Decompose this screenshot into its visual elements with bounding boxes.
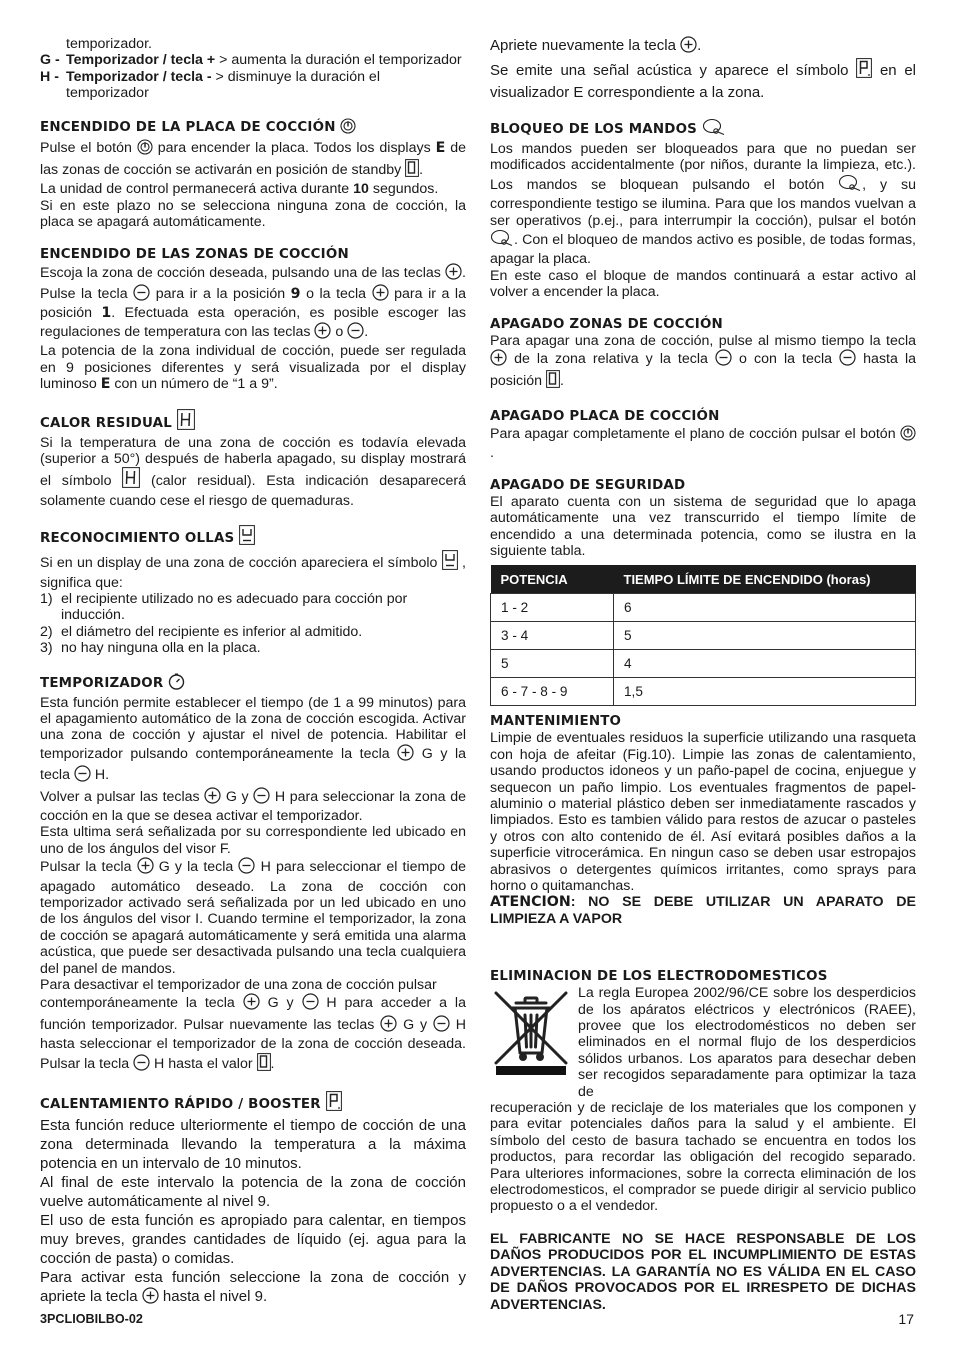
encendido-placa-p2: La unidad de control permanecerá activa durante 10 segundos. (40, 181, 439, 198)
minus-key-icon (302, 993, 319, 1014)
minus-key-icon (74, 765, 91, 786)
plus-key-icon (372, 284, 389, 305)
display-zero-icon (257, 1053, 271, 1075)
power-icon (137, 139, 153, 159)
display-p-icon (856, 58, 872, 83)
plus-key-icon (137, 857, 154, 878)
page-number: 17 (898, 1311, 914, 1327)
power-icon (900, 425, 916, 445)
plus-key-icon (680, 36, 697, 58)
table-header-row (491, 565, 916, 594)
encendido-placa-p3: Si en este plazo no se selecciona ninguna zona de cocción, la placa se apagará automáticamente. (40, 197, 466, 231)
apagado-zonas-p1: Para apagar una zona de cocción, pulse al mismo tiempo la tecla de la zona relativa y la tecla o con la tecla hasta la posición . (490, 333, 916, 393)
minus-key-icon (133, 1054, 150, 1075)
minus-key-icon (839, 349, 856, 370)
bloqueo-p1: Los mandos pueden ser bloqueados para que no puedan ser modificados accidentalmente (por niños, durante la limpieza, etc.). Los mandos se bloquean pulsando el botón , y su correspondiente testigo se ilumina. Para que los mandos vuelvan a ser operativos (p.ej., para interrumpir la cocción), pulsar el botón . Con el bloqueo de mandos activo es posible, de todas formas, apagar la placa. (490, 141, 916, 268)
section-title-apagado-zonas: APAGADO ZONAS DE COCCIÓN (490, 316, 723, 332)
bloqueo-p2: En este caso el bloque de mandos continuará a estar activo al volver a encender la placa. (490, 267, 916, 301)
table-row: 1 - 2 6 (491, 594, 916, 622)
key-lock-icon (702, 118, 726, 141)
minus-key-icon (238, 857, 255, 878)
key-g-label: G - (40, 52, 60, 69)
key-lock-icon (838, 174, 862, 196)
crossed-bin-icon (490, 989, 572, 1075)
key-h-title: Temporizador / tecla - (66, 68, 212, 85)
minus-key-icon (433, 1015, 450, 1036)
encendido-zonas-p2: La potencia de la zona individual de cocción, puede ser regulada en 9 posiciones diferentes y será visualizada por el display luminoso E con un número de “1 a 9”. (40, 343, 466, 393)
temporizador-p2: Volver a pulsar las teclas G y H para seleccionar la zona de cocción en la que se desea activar el temporizador. (40, 788, 466, 824)
plus-key-icon (243, 993, 260, 1014)
temporizador-p1: Esta función permite establecer el tiempo (de 1 a 99 minutos) para el apagamiento automático de la zona de cocción escogida. Activar una zona de cocción y ajustar el nivel de potencia. Habilitar el temporizador pulsando contemporáneamente la tecla G y la tecla H. (40, 695, 466, 787)
booster-p2: Al final de este intervalo la potencia de la zona de cocción vuelve automáticamente al nivel 9. (40, 1174, 466, 1211)
booster-cont-p1: Apriete nuevamente la tecla . (490, 36, 916, 58)
key-h-item (40, 69, 466, 102)
section-title-encendido-zonas: ENCENDIDO DE LAS ZONAS DE COCCIÓN (40, 246, 349, 262)
section-title-mantenimiento: MANTENIMIENTO (490, 714, 622, 730)
section-title-bloqueo: BLOQUEO DE LOS MANDOS (490, 118, 916, 141)
plus-key-icon (142, 1287, 159, 1309)
display-zero-icon (546, 370, 560, 392)
key-g-title: Temporizador / tecla + (66, 52, 216, 69)
power-icon (340, 118, 356, 139)
doc-code: 3PCLIOBILBO-02 (40, 1312, 143, 1326)
apagado-placa-p1: Para apagar completamente el plano de cocción pulsar el botón . (490, 425, 916, 462)
temporizador-p6: contemporáneamente la tecla G y H para acceder a la función temporizador. Pulsar nuevamente las teclas G y H hasta seleccionar el temporizador de la zona de cocción deseada. Pulsar la tecla H hasta el valor . (40, 993, 466, 1075)
minus-key-icon (253, 787, 270, 808)
list-item: 2) el diámetro del recipiente es inferior al admitido. (40, 623, 363, 640)
section-title-reconocimiento-ollas: RECONOCIMIENTO OLLAS (40, 525, 466, 550)
calor-residual-p1: Si la temperatura de una zona de cocción es todavía elevada (superior a 50°) después de haberla apagado, su display mostrará el símbolo (calor residual). Esta indicación desaparecerá solamente cuando cese el riesgo de quemaduras. (40, 434, 466, 509)
minus-key-icon (133, 284, 150, 305)
section-title-encendido-placa: ENCENDIDO DE LA PLACA DE COCCIÓN (40, 118, 466, 139)
table-header-tiempo: TIEMPO LÍMITE DE ENCENDIDO (horas) (614, 565, 916, 594)
plus-key-icon (380, 1015, 397, 1036)
timer-icon (168, 673, 185, 695)
temporizador-p4: Pulsar la tecla G y la tecla H para seleccionar el tiempo de apagado automático deseado. La zona de cocción con temporizador activado será señalizada por un led ubicado en uno de los ángulos del visor I. Cuando termine el temporizador, la zona de cocción se apagará automáticamente y será emitida una alarma acústica, que puede ser desactivada pulsando una tecla cualquiera del panel de mandos. (40, 859, 467, 977)
disclaimer: EL FABRICANTE NO SE HACE RESPONSABLE DE LOS DAÑOS PRODUCIDOS POR EL INCUMPLIMIENTO DE ESTAS ADVERTENCIAS. LA GARANTÍA NO ES VÁLIDA EN EL CASO DE DAÑOS PROVOCADOS POR EL IRRESPETO DE DICHAS ADVERTENCIAS. (490, 1230, 916, 1313)
minus-key-icon (715, 349, 732, 370)
display-u-icon (442, 550, 458, 574)
section-title-booster: CALENTAMIENTO RÁPIDO / BOOSTER (40, 1091, 466, 1116)
section-title-temporizador: TEMPORIZADOR (40, 673, 466, 695)
right-column (490, 36, 916, 1313)
eliminacion-p1: La regla Europea 2002/96/CE sobre los desperdicios de los apáratos eléctricos y electrónicos (RAEE), provee que los electrodomésticos no deben ser eliminados en el normal flujo de los desperdicios sólidos urbanos. Los aparatos para desechar deben ser recogidos separadamente para optimizar la taza de (578, 985, 916, 1100)
section-title-eliminacion: ELIMINACION DE LOS ELECTRODOMESTICOS (490, 969, 828, 985)
table-row: 3 - 4 5 (491, 622, 916, 650)
seguridad-p1: El aparato cuenta con un sistema de seguridad que lo apaga automáticamente una vez transcurrido el tiempo límite de encendido a una determinada potencia, como se ilustra en la siguiente tabla. (490, 493, 916, 559)
list-item: 1) el recipiente utilizado no es adecuado para cocción por inducción. (40, 590, 408, 624)
plus-key-icon (490, 349, 507, 370)
safety-time-table (490, 565, 916, 706)
section-title-apagado-placa: APAGADO PLACA DE COCCIÓN (490, 408, 720, 424)
left-column (40, 36, 466, 1309)
display-u-icon (239, 525, 255, 550)
key-g-text: > aumenta la duración el temporizador (215, 52, 462, 69)
booster-p4: Para activar esta función seleccione la zona de cocción y apriete la tecla hasta el nivel 9. (40, 1268, 466, 1309)
eliminacion-p2: recuperación y de reciclaje de los materiales que los componen y para evitar potenciales daños para la salud y el ambiente. El símbolo del cesto de basura tachado se encuentra en todos los productos, para recordar las obligación del recogido separado. Para ulteriores informaciones, sobre la correcta eliminación de los electrodomesticos, el comprador se puede dirigir al servicio publico propuesto o a el vendedor. (490, 1100, 916, 1215)
key-g-item (40, 52, 466, 68)
plus-key-icon (445, 263, 462, 284)
table-header-potencia: POTENCIA (491, 565, 614, 594)
display-p-icon (326, 1091, 342, 1116)
display-h-icon (122, 467, 140, 492)
key-h-text: > disminuye la duración el temporizador (66, 68, 380, 102)
plus-key-icon (314, 322, 331, 343)
key-h-label: H - (40, 68, 59, 85)
timer-note: temporizador. (66, 36, 152, 52)
mantenimiento-p1: Limpie de eventuales residuos la superficie utilizando una rasqueta con hoja de afeitar (Fig.10). Limpie las zonas de calentamiento, usando productos idoneos y un paño-papel de cocina, enjuegue y sequecon un paño limpio. Los eventuales fragmentos de papel-aluminio o material plástico deben ser inmediatamente rascados y limpiados. Esto es tambien válido para restos de azucar o pasteles y otros con alto contenido de él. Así evitará posibles daños a la superficie vitrocerámica. En ningun caso se deben usar estropajos abrasivos o detergentes químicos irritantes, como sprays para horno o quitamanchas. (490, 730, 916, 894)
display-h-icon (177, 409, 195, 435)
display-e-letter: E (435, 139, 446, 156)
encendido-zonas-p1: Escoja la zona de cocción deseada, pulsando una de las teclas . Pulse la tecla para ir a la posición 9 o la tecla para ir a la posición 1. Efectuada esta operación, es posible escoger las regulaciones de temperatura con las teclas o . (40, 263, 466, 344)
weee-block (490, 985, 916, 1100)
plus-key-icon (204, 787, 221, 808)
ollas-p1: Si en un display de una zona de cocción apareciera el símbolo , significa que: (40, 550, 466, 591)
booster-p1: Esta función reduce ulteriormente el tiempo de cocción de una zona determinada llevando la temperatura a la máxima potencia en un intervalo de 10 minutos. (40, 1117, 466, 1173)
table-row: 6 - 7 - 8 - 9 1,5 (491, 678, 916, 706)
temporizador-p3: Esta ultima será señalizada por su correspondiente led ubicado en uno de los ángulos del visor F. (40, 824, 466, 857)
temporizador-p5: Para desactivar el temporizador de una zona de cocción pulsar (40, 977, 437, 994)
table-row: 5 4 (491, 650, 916, 678)
list-item: 3) no hay ninguna olla en la placa. (40, 640, 261, 657)
section-title-seguridad: APAGADO DE SEGURIDAD (490, 477, 686, 493)
encendido-placa-p1: Pulse el botón para encender la placa. Todos los displays E de las zonas de cocción se activarán en posición de standby . (40, 139, 466, 182)
minus-key-icon (347, 322, 364, 343)
booster-cont-p2: Se emite una señal acústica y aparece el símbolo en el visualizador E correspondiente a la zona. (490, 58, 916, 102)
plus-key-icon (397, 744, 414, 765)
key-lock-icon (490, 229, 514, 251)
section-title-calor-residual: CALOR RESIDUAL (40, 409, 466, 435)
booster-p3: El uso de esta función es apropiado para calentar, en tiempos muy breves, grandes cantidades de líquido (ej. agua para la cocción de pasta) o comidas. (40, 1212, 466, 1268)
display-zero-icon (405, 159, 419, 181)
mantenimiento-warning: ATENCION: NO SE DEBE UTILIZAR UN APARATO DE LIMPIEZA A VAPOR (490, 894, 916, 927)
